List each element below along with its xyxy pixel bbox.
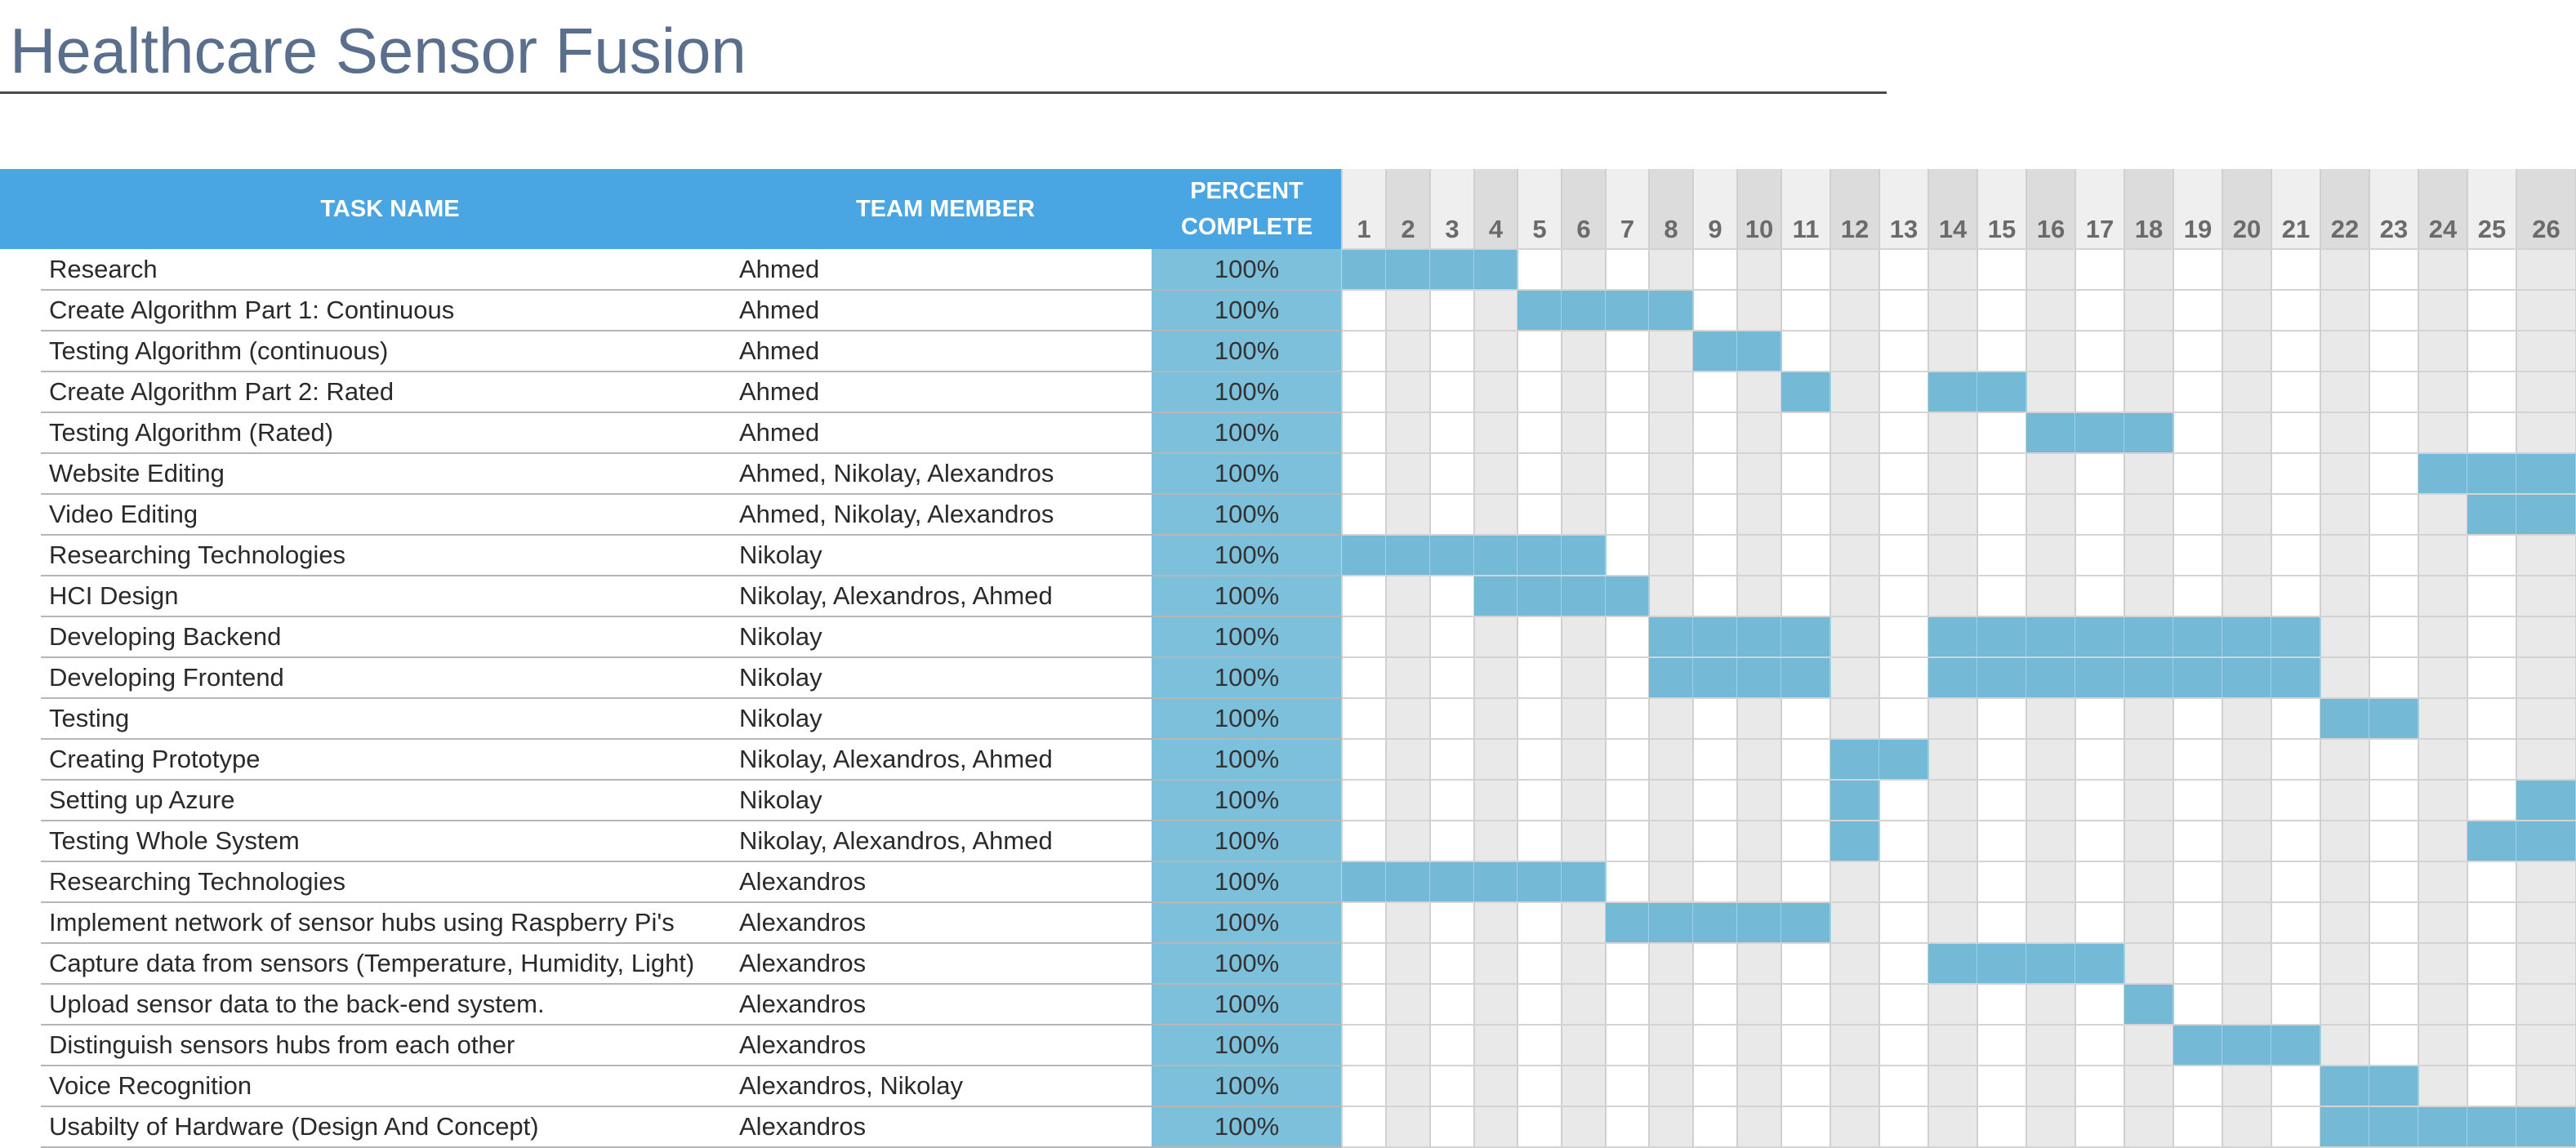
percent-complete: 100% — [1214, 1030, 1280, 1059]
gantt-bar-cell — [1430, 250, 1474, 289]
week-number: 2 — [1401, 215, 1415, 243]
week-number: 25 — [2477, 215, 2507, 243]
gantt-bar-divider — [1829, 617, 1831, 656]
percent-complete: 100% — [1214, 745, 1280, 773]
gantt-bar-cell — [1430, 536, 1474, 575]
team-member: Ahmed — [739, 336, 820, 365]
gantt-bar-cell — [1977, 658, 2026, 697]
percent-complete: 100% — [1214, 949, 1280, 977]
gantt-bar-cell — [1830, 821, 1879, 861]
header-percent-line2: COMPLETE — [1180, 214, 1313, 240]
table-row — [0, 943, 2576, 984]
week-number: 21 — [2281, 215, 2311, 243]
team-member: Alexandros — [739, 949, 867, 977]
team-member: Alexandros — [739, 867, 867, 896]
task-name: Testing Whole System — [49, 826, 300, 855]
header-percent-complete — [1152, 169, 1342, 249]
task-name: Video Editing — [49, 500, 198, 528]
gantt-bar-cell — [1562, 291, 1606, 330]
gantt-bar-divider — [1829, 372, 1831, 412]
team-member: Ahmed — [739, 377, 820, 406]
gantt-bar-cell — [1518, 862, 1562, 901]
gantt-bar-divider — [1605, 862, 1607, 901]
percent-complete: 100% — [1214, 1071, 1280, 1100]
percent-complete: 100% — [1214, 541, 1280, 569]
team-member: Nikolay, Alexandros, Ahmed — [739, 581, 1053, 610]
task-name: Capture data from sensors (Temperature, Humidity, Light) — [49, 949, 695, 977]
week-number: 4 — [1488, 215, 1504, 243]
gantt-bar-cell — [1518, 576, 1562, 616]
gantt-bar-cell — [1693, 331, 1737, 371]
table-row — [0, 1106, 2576, 1147]
team-member: Nikolay — [739, 785, 822, 814]
gantt-bar-cell — [1649, 617, 1693, 656]
gantt-bar-cell — [1386, 536, 1430, 575]
task-name: Website Editing — [49, 459, 225, 487]
week-number: 14 — [1938, 215, 1968, 243]
gantt-bar-cell — [1977, 617, 2026, 656]
team-member: Ahmed — [739, 418, 820, 447]
team-member: Ahmed — [739, 296, 820, 324]
gantt-bar-cell — [2124, 413, 2173, 452]
table-row — [0, 494, 2576, 535]
gantt-bar-divider — [1517, 250, 1518, 289]
percent-complete: 100% — [1214, 296, 1280, 324]
gantt-bar-cell — [2124, 985, 2173, 1024]
week-number: 7 — [1620, 215, 1635, 243]
week-number: 16 — [2036, 215, 2066, 243]
gantt-bar-cell — [1649, 903, 1693, 942]
gantt-bar-cell — [2467, 495, 2516, 534]
gantt-bar-cell — [1386, 862, 1430, 901]
gantt-bar-cell — [1562, 536, 1606, 575]
gantt-bar-cell — [2516, 1107, 2576, 1146]
team-member: Nikolay — [739, 704, 822, 732]
gantt-bar-cell — [2026, 658, 2075, 697]
team-member: Ahmed, Nikolay, Alexandros — [739, 459, 1054, 487]
gantt-bar-cell — [2173, 617, 2222, 656]
gantt-bar-cell — [2124, 658, 2173, 697]
gantt-bar-cell — [1474, 862, 1518, 901]
team-member: Nikolay, Alexandros, Ahmed — [739, 826, 1053, 855]
percent-complete: 100% — [1214, 459, 1280, 487]
team-member: Alexandros — [739, 908, 867, 937]
gantt-bar-divider — [2124, 944, 2125, 983]
gantt-bar-divider — [1829, 658, 1831, 697]
gantt-bar-cell — [2418, 1107, 2467, 1146]
team-member: Nikolay — [739, 622, 822, 651]
gantt-bar-cell — [1474, 536, 1518, 575]
gantt-bar-cell — [1977, 944, 2026, 983]
gantt-bar-cell — [2320, 1066, 2369, 1106]
percent-complete: 100% — [1214, 377, 1280, 406]
week-number: 10 — [1745, 215, 1774, 243]
week-number: 6 — [1576, 215, 1591, 243]
table-row — [0, 576, 2576, 616]
gantt-bar-cell — [2271, 617, 2320, 656]
table-row — [0, 453, 2576, 494]
gantt-bar-divider — [2418, 1066, 2419, 1106]
week-number: 22 — [2330, 215, 2360, 243]
gantt-bar-cell — [2516, 821, 2576, 861]
gantt-bar-cell — [2271, 658, 2320, 697]
gantt-bar-cell — [2467, 1107, 2516, 1146]
week-number: 26 — [2532, 215, 2560, 243]
gantt-bar-cell — [2222, 1026, 2271, 1065]
gantt-bar-cell — [1781, 372, 1830, 412]
gantt-bar-cell — [1562, 576, 1606, 616]
percent-complete: 100% — [1214, 500, 1280, 528]
title-underline — [0, 91, 1887, 94]
gantt-bar-divider — [1829, 903, 1831, 942]
gantt-bar-cell — [1693, 617, 1737, 656]
gantt-bar-divider — [1780, 331, 1782, 371]
task-name: Testing — [49, 704, 130, 732]
week-number: 13 — [1889, 215, 1919, 243]
gantt-bar-cell — [1928, 617, 1977, 656]
gantt-bar-cell — [2369, 1107, 2418, 1146]
gantt-bar-cell — [2418, 454, 2467, 493]
header-team-member: TEAM MEMBER — [855, 196, 1036, 222]
percent-complete: 100% — [1214, 581, 1280, 610]
gantt-bar-cell — [1781, 617, 1830, 656]
gantt-bar-cell — [1879, 740, 1928, 779]
task-name: Testing Algorithm (Rated) — [49, 418, 334, 447]
gantt-bar-divider — [2173, 413, 2174, 452]
gantt-bar-cell — [1342, 250, 1386, 289]
gantt-bar-divider — [1879, 821, 1880, 861]
week-number: 24 — [2428, 215, 2458, 243]
task-name: Developing Backend — [49, 622, 282, 651]
gantt-bar-cell — [1977, 372, 2026, 412]
team-member: Ahmed — [739, 255, 820, 283]
week-number: 20 — [2232, 215, 2262, 243]
gantt-bar-cell — [1928, 658, 1977, 697]
header-percent-line1: PERCENT — [1190, 178, 1304, 204]
task-name: HCI Design — [49, 581, 179, 610]
table-row — [0, 412, 2576, 453]
team-member: Alexandros, Nikolay — [739, 1071, 963, 1100]
gantt-bar-divider — [2320, 658, 2321, 697]
gantt-bar-divider — [1605, 536, 1607, 575]
gantt-bar-cell — [1474, 250, 1518, 289]
task-name: Create Algorithm Part 1: Continuous — [49, 296, 455, 324]
percent-complete: 100% — [1214, 663, 1280, 692]
gantt-bar-cell — [1606, 576, 1649, 616]
gantt-bar-cell — [1737, 658, 1781, 697]
percent-complete: 100% — [1214, 336, 1280, 365]
table-row — [0, 331, 2576, 372]
team-member: Nikolay — [739, 663, 822, 692]
week-number: 9 — [1708, 215, 1723, 243]
task-name: Developing Frontend — [49, 663, 284, 692]
week-number: 15 — [1987, 215, 2017, 243]
gantt-bar-cell — [2467, 821, 2516, 861]
week-number: 11 — [1792, 215, 1820, 243]
gantt-bar-divider — [1928, 740, 1929, 779]
table-row — [0, 372, 2576, 412]
week-number: 8 — [1664, 215, 1678, 243]
table-row — [0, 861, 2576, 902]
gantt-bar-cell — [2173, 1026, 2222, 1065]
gantt-bar-cell — [1737, 617, 1781, 656]
week-number: 19 — [2183, 215, 2213, 243]
gantt-bar-cell — [1649, 291, 1693, 330]
gantt-bar-cell — [1342, 536, 1386, 575]
gantt-bar-cell — [2369, 1066, 2418, 1106]
gantt-bar-cell — [2075, 617, 2124, 656]
percent-complete: 100% — [1214, 990, 1280, 1018]
gantt-bar-cell — [2026, 413, 2075, 452]
team-member: Nikolay, Alexandros, Ahmed — [739, 745, 1053, 773]
table-row — [0, 290, 2576, 331]
gantt-bar-cell — [2369, 699, 2418, 738]
gantt-bar-cell — [1830, 740, 1879, 779]
gantt-bar-cell — [2222, 658, 2271, 697]
page-title: Healthcare Sensor Fusion — [10, 15, 747, 87]
task-name: Create Algorithm Part 2: Rated — [49, 377, 394, 406]
gantt-bar-cell — [1928, 944, 1977, 983]
gantt-bar-cell — [1781, 658, 1830, 697]
gantt-bar-cell — [2026, 617, 2075, 656]
gantt-bar-cell — [2320, 1107, 2369, 1146]
week-number: 12 — [1840, 215, 1870, 243]
gantt-bar-cell — [2516, 495, 2576, 534]
gantt-bar-divider — [1692, 291, 1694, 330]
percent-complete: 100% — [1214, 622, 1280, 651]
gantt-bar-cell — [1606, 903, 1649, 942]
gantt-bar-divider — [2320, 617, 2321, 656]
gantt-bar-divider — [2026, 372, 2027, 412]
gantt-bar-cell — [2222, 617, 2271, 656]
percent-complete: 100% — [1214, 704, 1280, 732]
gantt-bar-cell — [1928, 372, 1977, 412]
table-row — [0, 821, 2576, 861]
task-name: Researching Technologies — [49, 541, 346, 569]
percent-complete: 100% — [1214, 867, 1280, 896]
gantt-bar-cell — [1386, 250, 1430, 289]
week-number: 23 — [2379, 215, 2409, 243]
table-row — [0, 698, 2576, 739]
table-row — [0, 902, 2576, 943]
gantt-bar-cell — [2075, 413, 2124, 452]
week-number: 3 — [1445, 215, 1460, 243]
table-row — [0, 535, 2576, 576]
gantt-bar-cell — [1606, 291, 1649, 330]
gantt-bar-cell — [1518, 291, 1562, 330]
team-member: Ahmed, Nikolay, Alexandros — [739, 500, 1054, 528]
task-name: Creating Prototype — [49, 745, 261, 773]
percent-complete: 100% — [1214, 255, 1280, 283]
task-name: Distinguish sensors hubs from each other — [49, 1030, 515, 1059]
gantt-bar-cell — [1518, 536, 1562, 575]
table-row — [0, 739, 2576, 780]
gantt-bar-cell — [1737, 903, 1781, 942]
gantt-bar-cell — [2026, 944, 2075, 983]
table-row — [0, 780, 2576, 821]
week-number: 5 — [1532, 215, 1547, 243]
header-task-name: TASK NAME — [320, 196, 460, 222]
gantt-bar-cell — [1737, 331, 1781, 371]
gantt-bar-cell — [1781, 903, 1830, 942]
task-name: Implement network of sensor hubs using Raspberry Pi's — [49, 908, 675, 937]
table-row — [0, 1066, 2576, 1106]
gantt-bar-cell — [2320, 699, 2369, 738]
gantt-bar-divider — [2418, 699, 2419, 738]
table-row — [0, 249, 2576, 290]
gantt-bar-cell — [1562, 862, 1606, 901]
gantt-bar-cell — [1693, 903, 1737, 942]
table-row — [0, 984, 2576, 1025]
task-name: Testing Algorithm (continuous) — [49, 336, 389, 365]
gantt-bar-cell — [2516, 781, 2576, 820]
team-member: Alexandros — [739, 1030, 867, 1059]
task-name: Researching Technologies — [49, 867, 346, 896]
gantt-bar-cell — [1474, 576, 1518, 616]
gantt-bar-divider — [1879, 781, 1880, 820]
gantt-bar-cell — [1649, 658, 1693, 697]
team-member: Nikolay — [739, 541, 822, 569]
gantt-bar-cell — [1430, 862, 1474, 901]
week-number: 17 — [2085, 215, 2115, 243]
gantt-bar-cell — [2173, 658, 2222, 697]
percent-complete: 100% — [1214, 785, 1280, 814]
percent-complete: 100% — [1214, 908, 1280, 937]
week-number: 18 — [2134, 215, 2164, 243]
gantt-bar-cell — [2271, 1026, 2320, 1065]
gantt-bar-cell — [1693, 658, 1737, 697]
gantt-bar-divider — [1648, 576, 1650, 616]
team-member: Alexandros — [739, 1112, 867, 1141]
percent-complete: 100% — [1214, 418, 1280, 447]
week-number: 1 — [1357, 215, 1371, 243]
task-name: Upload sensor data to the back-end system. — [49, 990, 545, 1018]
team-member: Alexandros — [739, 990, 867, 1018]
task-name: Voice Recognition — [49, 1071, 252, 1100]
gantt-bar-cell — [2075, 658, 2124, 697]
percent-complete: 100% — [1214, 826, 1280, 855]
gantt-bar-cell — [2516, 454, 2576, 493]
gantt-bar-cell — [2124, 617, 2173, 656]
gantt-bar-cell — [2467, 454, 2516, 493]
task-name: Research — [49, 255, 158, 283]
gantt-bar-divider — [2173, 985, 2174, 1024]
gantt-bar-cell — [2075, 944, 2124, 983]
task-name: Usabilty of Hardware (Design And Concept) — [49, 1112, 539, 1141]
gantt-bar-divider — [2320, 1026, 2321, 1065]
task-name: Setting up Azure — [49, 785, 235, 814]
gantt-bar-cell — [1830, 781, 1879, 820]
gantt-bar-cell — [1342, 862, 1386, 901]
percent-complete: 100% — [1214, 1112, 1280, 1141]
